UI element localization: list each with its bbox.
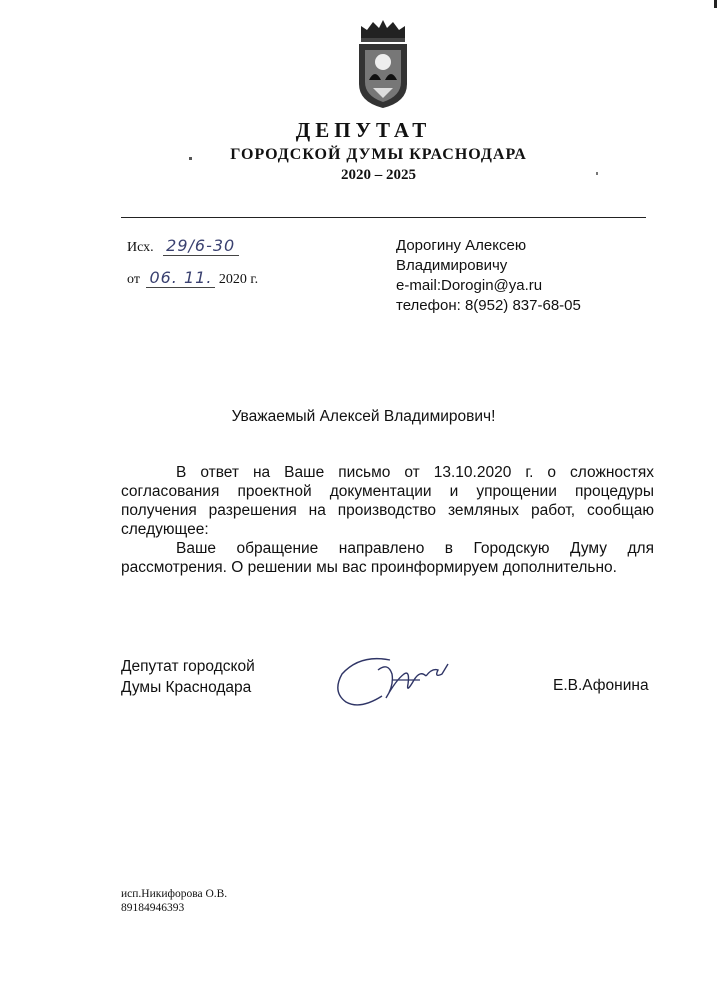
date-prefix: от	[127, 272, 140, 287]
letter-body	[121, 463, 654, 577]
letterhead-term: 2020 – 2025	[341, 167, 416, 183]
handwritten-signature	[330, 640, 460, 720]
recipient-block	[396, 236, 581, 316]
greeting: Уважаемый Алексей Владимирович!	[231, 408, 496, 425]
executor-name: исп.Никифорова О.В.	[121, 888, 228, 900]
header-divider	[121, 217, 646, 218]
body-paragraph-2: Ваше обращение направлено в Городскую Думу для рассмотрения. О решении мы вас проинформируем дополнительно.	[121, 540, 654, 576]
letterhead-subtitle: ГОРОДСКОЙ ДУМЫ КРАСНОДАРА	[230, 146, 527, 163]
date-handwritten: 06. 11.	[146, 268, 215, 288]
recipient-name-line1: Дорогину Алексею	[396, 237, 527, 254]
outgoing-number	[127, 236, 239, 256]
scan-edge-mark	[714, 0, 717, 8]
signatory-position-line1: Депутат городской	[121, 658, 255, 675]
recipient-phone: телефон: 8(952) 837-68-05	[396, 297, 581, 314]
signatory-name: Е.В.Афонина	[553, 677, 649, 694]
date-year: 2020 г.	[218, 272, 259, 287]
recipient-email: e-mail:Dorogin@ya.ru	[396, 277, 543, 294]
city-coat-of-arms-emblem	[355, 18, 411, 110]
executor-block	[121, 887, 227, 915]
signatory-position-line2: Думы Краснодара	[121, 679, 252, 696]
recipient-name-line2: Владимировичу	[396, 257, 508, 274]
body-paragraph-1: В ответ на Ваше письмо от 13.10.2020 г. о сложностях согласования проектной документации и упрощении процедуры получения разрешения на производство земляных работ, сообщаю следующее:	[121, 464, 654, 538]
outgoing-number-value: 29/6-30	[163, 236, 239, 256]
letterhead-title: ДЕПУТАТ	[295, 118, 432, 142]
outgoing-date	[127, 268, 258, 288]
outgoing-number-label: Исх.	[127, 240, 154, 255]
signatory-position	[121, 656, 255, 698]
executor-phone: 89184946393	[121, 902, 185, 914]
